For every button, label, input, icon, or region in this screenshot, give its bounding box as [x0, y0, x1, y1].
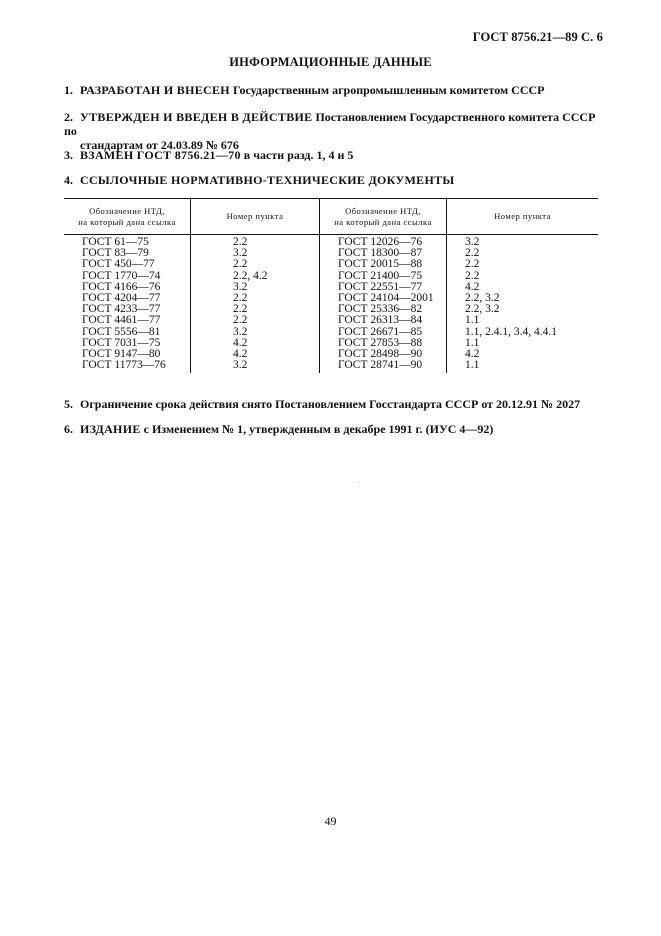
- table-row: ГОСТ 4204—77 2.2 ГОСТ 24104—2001 2.2, 3.2: [64, 293, 598, 304]
- table-row: ГОСТ 9147—80 4.2 ГОСТ 28498—90 4.2: [64, 349, 598, 360]
- header-clause-number: Номер пункта: [191, 199, 320, 235]
- info-item-6: [64, 422, 604, 436]
- info-item-1: [64, 83, 604, 97]
- table-row: ГОСТ 4166—76 3.2 ГОСТ 22551—77 4.2: [64, 282, 598, 293]
- item-number: 1.: [64, 83, 73, 97]
- item-text: Ограничение срока действия снято Постановлением Госстандарта СССР от 20.12.91 № 2027: [80, 397, 581, 411]
- document-title: ИНФОРМАЦИОННЫЕ ДАННЫЕ: [229, 55, 432, 69]
- table-row: ГОСТ 450—77 2.2 ГОСТ 20015—88 2.2: [64, 259, 598, 270]
- item-lead: ССЫЛОЧНЫЕ НОРМАТИВНО-ТЕХНИЧЕСКИЕ ДОКУМЕНТЫ: [80, 173, 455, 187]
- item-number: 5.: [64, 397, 73, 411]
- item-text-continued: стандартам от 24.03.89 № 676: [80, 138, 239, 152]
- table-row: ГОСТ 1770—74 2.2, 4.2 ГОСТ 21400—75 2.2: [64, 271, 598, 282]
- page-number: 49: [324, 814, 337, 828]
- item-number: 6.: [64, 422, 73, 436]
- table-row: ГОСТ 83—79 3.2 ГОСТ 18300—87 2.2: [64, 248, 598, 259]
- info-item-2: [64, 110, 604, 152]
- reference-documents-table: [64, 198, 598, 373]
- table-row: ГОСТ 4233—77 2.2 ГОСТ 25336—82 2.2, 3.2: [64, 304, 598, 315]
- table-row: ГОСТ 61—75 2.2 ГОСТ 12026—76 3.2: [64, 235, 598, 249]
- scan-speck: [358, 482, 359, 483]
- header-doc-designation: Обозначение НТД, на который дана ссылка: [64, 199, 191, 235]
- table-row: ГОСТ 11773—76 3.2 ГОСТ 28741—90 1.1: [64, 360, 598, 373]
- info-item-3: [64, 148, 604, 162]
- page-header: ГОСТ 8756.21—89 С. 6: [472, 30, 603, 44]
- item-lead: УТВЕРЖДЕН И ВВЕДЕН В ДЕЙСТВИЕ: [80, 110, 313, 124]
- item-text: Государственным агропромышленным комитетом СССР: [232, 83, 545, 97]
- header-clause-number: Номер пункта: [447, 199, 599, 235]
- info-item-5: [64, 397, 604, 411]
- header-doc-designation: Обозначение НТД, на который дана ссылка: [320, 199, 447, 235]
- item-number: 3.: [64, 148, 73, 162]
- item-lead: ИЗДАНИЕ: [80, 422, 141, 436]
- item-lead: РАЗРАБОТАН И ВНЕСЕН: [80, 83, 230, 97]
- item-lead: ВЗАМЕН ГОСТ 8756.21—70: [80, 148, 241, 162]
- item-text: с Изменением № 1, утвержденным в декабре 1991 г. (ИУС 4—92): [143, 422, 494, 436]
- item-number: 2.: [64, 110, 73, 124]
- info-item-4: [64, 173, 604, 187]
- item-number: 4.: [64, 173, 73, 187]
- table-header-row: [64, 199, 598, 235]
- table-row: ГОСТ 4461—77 2.2 ГОСТ 26313—84 1.1: [64, 315, 598, 326]
- item-text: Постановлением Государственного комитета СССР по: [64, 110, 596, 138]
- item-text: в части разд. 1, 4 и 5: [243, 148, 354, 162]
- table-row: ГОСТ 5556—81 3.2 ГОСТ 26671—85 1.1, 2.4.1, 3.4, 4.4.1: [64, 327, 598, 338]
- table-row: ГОСТ 7031—75 4.2 ГОСТ 27853—88 1.1: [64, 338, 598, 349]
